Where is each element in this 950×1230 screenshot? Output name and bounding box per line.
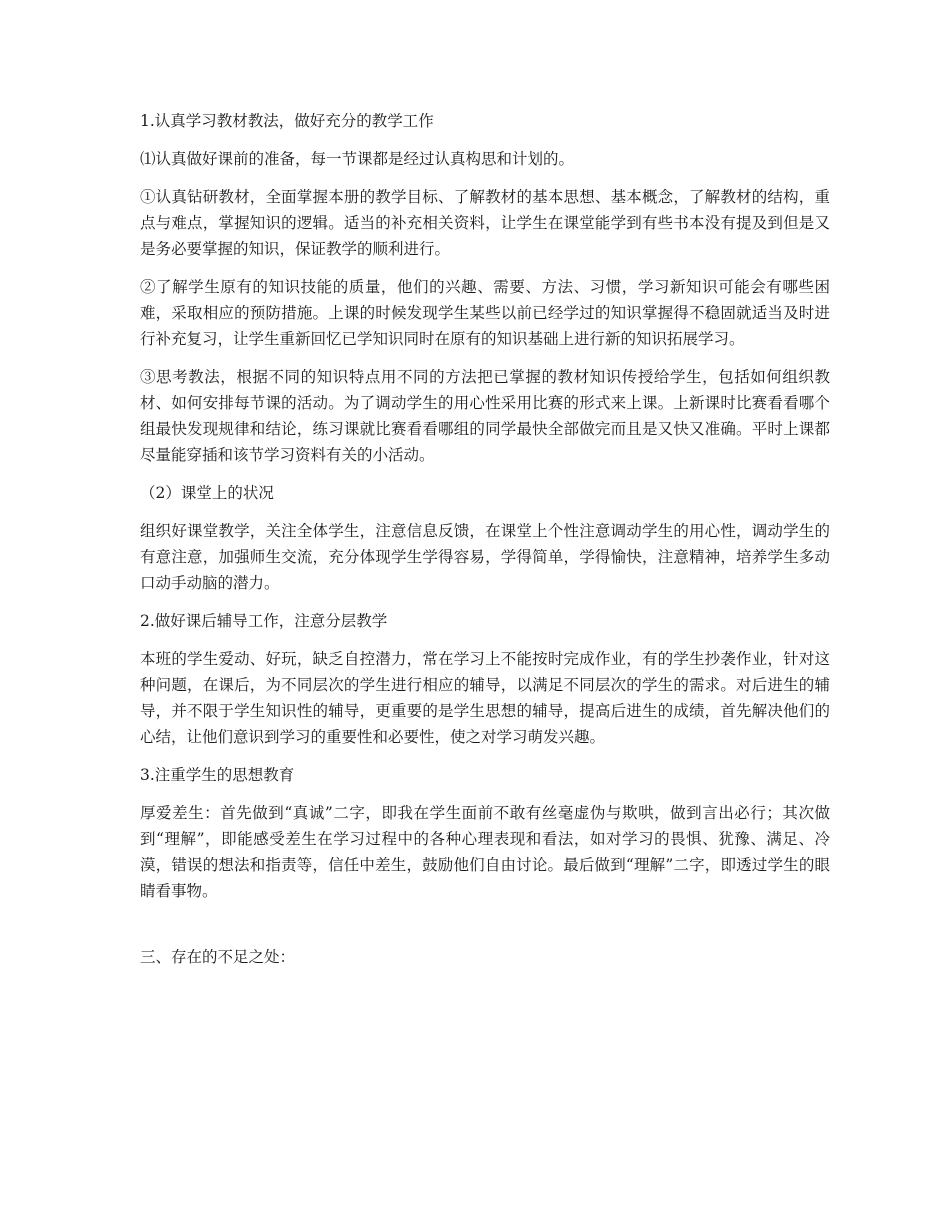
section-heading-1: 1.认真学习教材教法，做好充分的教学工作 [140, 112, 434, 130]
paragraph-ideological-education: 厚爱差生：首先做到“真诚”二字，即我在学生面前不敢有丝毫虚伪与欺哄，做到言出必行；其次做到“理解”，即能感受差生在学习过程中的各种心理表现和看法，如对学习的畏惧、犹豫、满足、冷漠，错误的想法和指责等，信任中差生，鼓励他们自由讨论。最后做到“理解”二字，即透过学生的眼睛看事物。 [140, 804, 830, 900]
paragraph-teaching-methods: ③思考教法，根据不同的知识特点用不同的方法把已掌握的教材知识传授给学生，包括如何组织教材、如何安排每节课的活动。为了调动学生的用心性采用比赛的形式来上课。上新课时比赛看看哪个组最快发现规律和结论，练习课就比赛看看哪组的同学最快全部做完而且是又快又准确。平时上课都尽量能穿插和该节学习资料有关的小活动。 [140, 368, 830, 464]
paragraph-understand-students: ②了解学生原有的知识技能的质量，他们的兴趣、需要、方法、习惯，学习新知识可能会有哪些困难，采取相应的预防措施。上课的时候发现学生某些以前已经学过的知识掌握得不稳固就适当及时进行补充复习，让学生重新回忆已学知识同时在原有的知识基础上进行新的知识拓展学习。 [140, 278, 830, 348]
paragraph-preparation: ⑴认真做好课前的准备，每一节课都是经过认真构思和计划的。 [140, 150, 575, 168]
document-page [140, 108, 830, 982]
paragraph-classroom: 组织好课堂教学，关注全体学生，注意信息反馈，在课堂上个性注意调动学生的用心性，调动学生的有意注意，加强师生交流，充分体现学生学得容易，学得简单，学得愉快，注意精神，培养学生多动口动手动脑的潜力。 [140, 522, 830, 592]
section-heading-2: 2.做好课后辅导工作，注意分层教学 [140, 612, 388, 630]
section-heading-classroom: （2）课堂上的状况 [140, 484, 274, 502]
section-heading-3: 3.注重学生的思想教育 [140, 766, 295, 784]
paragraph-study-materials: ①认真钻研教材，全面掌握本册的教学目标、了解教材的基本思想、基本概念，了解教材的结构，重点与难点，掌握知识的逻辑。适当的补充相关资料，让学生在课堂能学到有些书本没有提及到但是又是务必要掌握的知识，保证教学的顺利进行。 [140, 188, 830, 258]
paragraph-tutoring: 本班的学生爱动、好玩，缺乏自控潜力，常在学习上不能按时完成作业，有的学生抄袭作业，针对这种问题，在课后，为不同层次的学生进行相应的辅导，以满足不同层次的学生的需求。对后进生的辅导，并不限于学生知识性的辅导，更重要的是学生思想的辅导，提高后进生的成绩，首先解决他们的心结，让他们意识到学习的重要性和必要性，使之对学习萌发兴趣。 [140, 650, 830, 746]
section-heading-shortcomings: 三、存在的不足之处： [140, 948, 296, 966]
